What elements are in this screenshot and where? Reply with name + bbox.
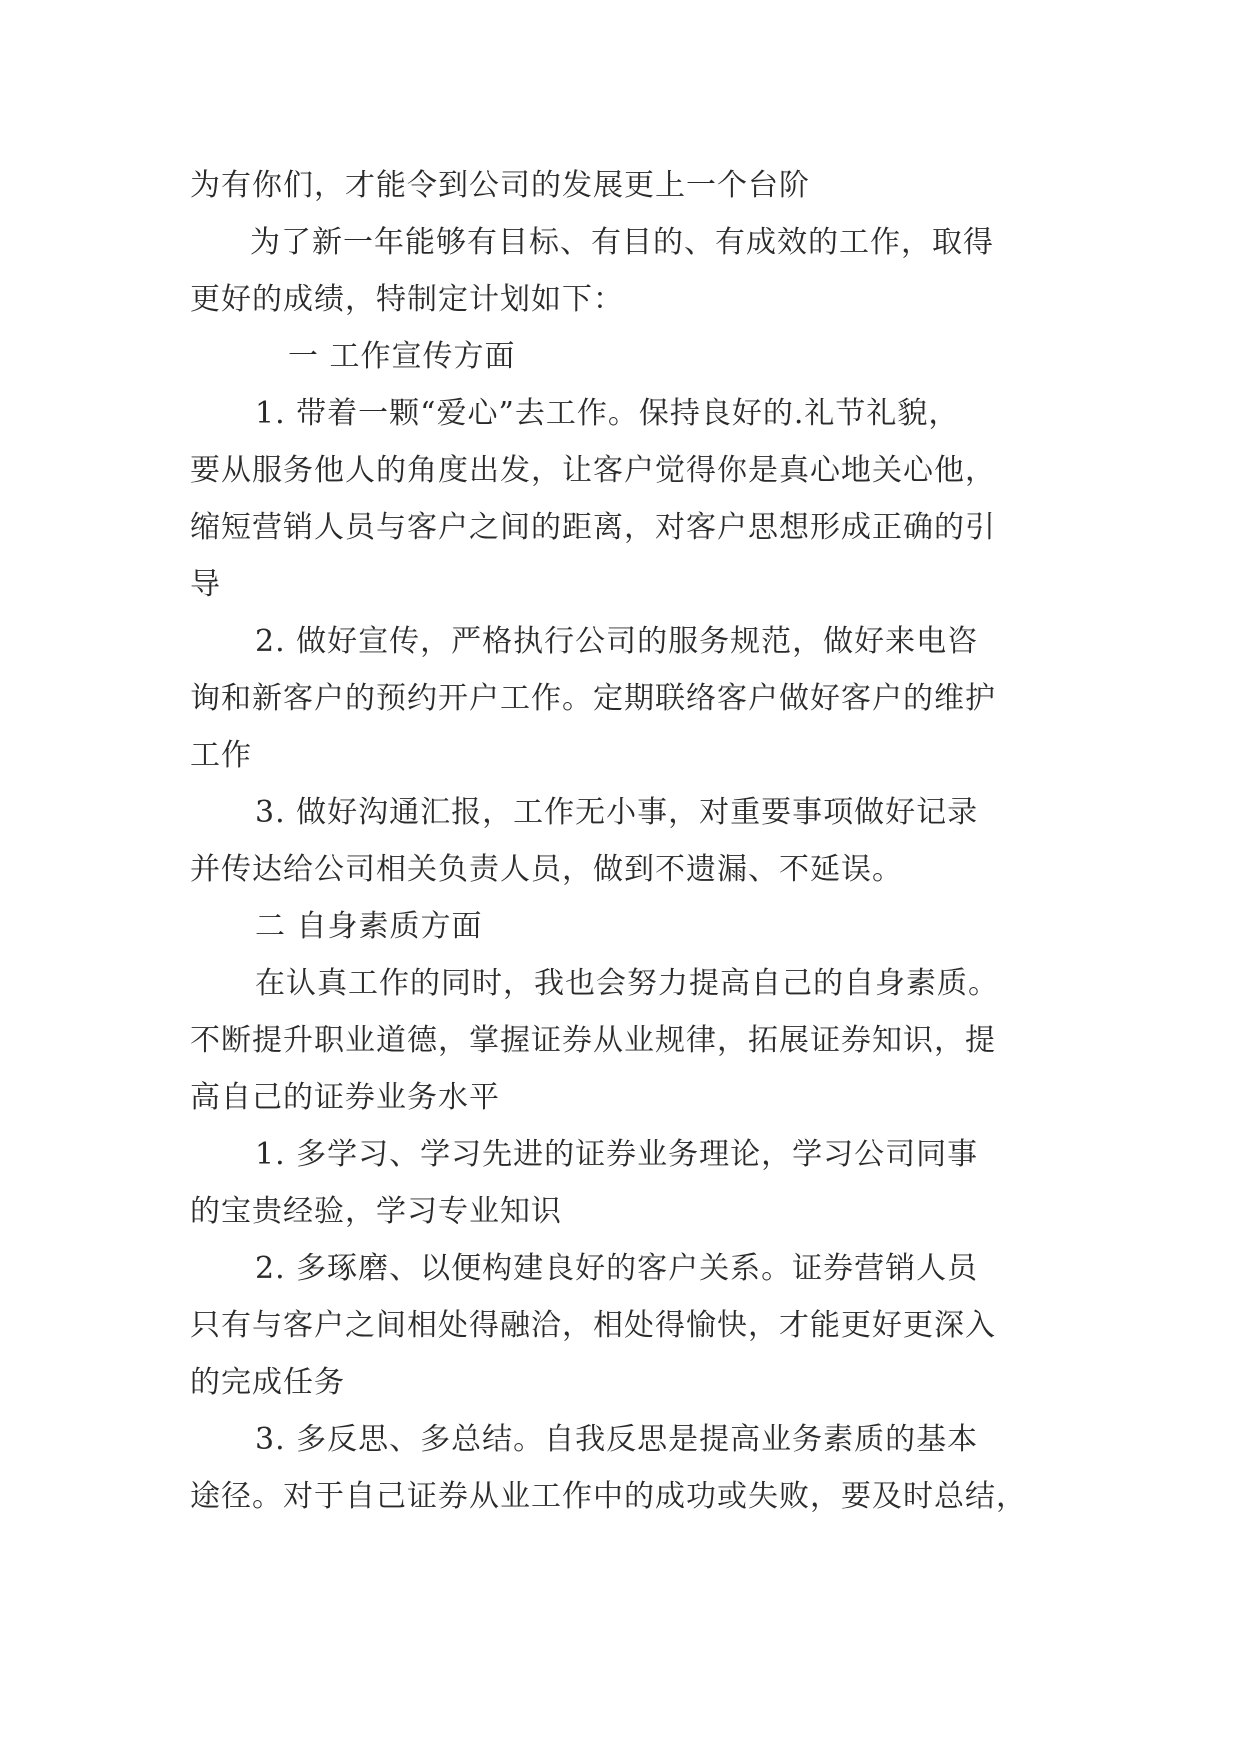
section-heading-1: 一 工作宣传方面 <box>288 339 516 374</box>
text-line-9: 2. 做好宣传，严格执行公司的服务规范，做好来电咨 <box>255 624 979 659</box>
text-line-5: 1. 带着一颗“爱心”去工作。保持良好的.礼节礼貌， <box>255 396 960 431</box>
text-line-10: 询和新客户的预约开户工作。定期联络客户做好客户的维护 <box>190 681 996 716</box>
text-line-1: 为有你们，才能令到公司的发展更上一个台阶 <box>190 168 810 203</box>
text-line-22: 的完成任务 <box>190 1365 345 1400</box>
text-line-11: 工作 <box>190 738 252 773</box>
section-heading-2: 二 自身素质方面 <box>255 909 483 944</box>
text-line-24: 途径。对于自己证券从业工作中的成功或失败，要及时总结， <box>190 1479 1027 1514</box>
text-line-20: 2. 多琢磨、以便构建良好的客户关系。证券营销人员 <box>255 1251 979 1286</box>
text-line-16: 不断提升职业道德，掌握证券从业规律，拓展证券知识，提 <box>190 1023 996 1058</box>
text-line-2: 为了新一年能够有目标、有目的、有成效的工作，取得 <box>250 225 994 260</box>
text-line-17: 高自己的证券业务水平 <box>190 1080 500 1115</box>
text-line-12: 3. 做好沟通汇报，工作无小事，对重要事项做好记录 <box>255 795 979 830</box>
text-line-13: 并传达给公司相关负责人员，做到不遗漏、不延误。 <box>190 852 903 887</box>
text-line-3: 更好的成绩，特制定计划如下： <box>190 282 624 317</box>
text-line-15: 在认真工作的同时，我也会努力提高自己的自身素质。 <box>255 966 999 1001</box>
text-line-21: 只有与客户之间相处得融洽，相处得愉快，才能更好更深入 <box>190 1308 996 1343</box>
text-line-23: 3. 多反思、多总结。自我反思是提高业务素质的基本 <box>255 1422 979 1457</box>
text-line-19: 的宝贵经验，学习专业知识 <box>190 1194 562 1229</box>
text-line-8: 导 <box>190 567 221 602</box>
text-line-6: 要从服务他人的角度出发，让客户觉得你是真心地关心他， <box>190 453 996 488</box>
text-line-7: 缩短营销人员与客户之间的距离，对客户思想形成正确的引 <box>190 510 996 545</box>
text-line-18: 1. 多学习、学习先进的证券业务理论，学习公司同事 <box>255 1137 979 1172</box>
